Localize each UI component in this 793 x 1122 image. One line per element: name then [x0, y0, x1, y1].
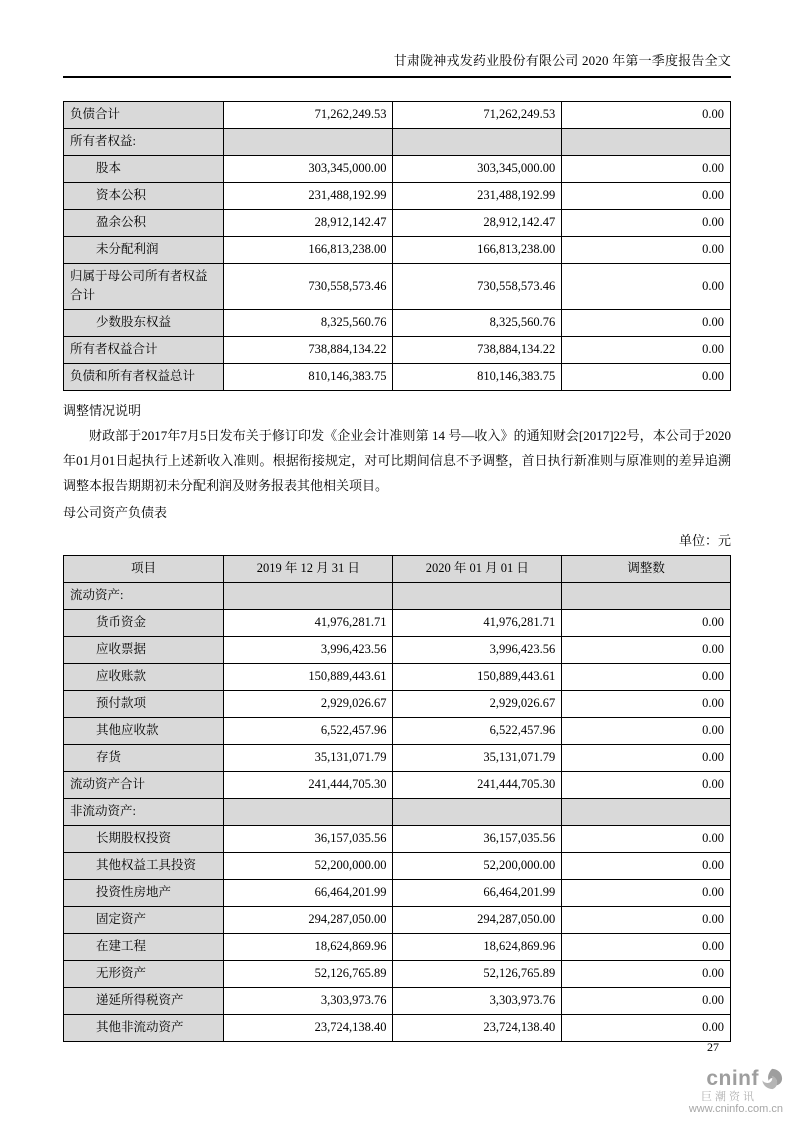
value-cell: 0.00: [562, 663, 731, 690]
table-row: [64, 852, 731, 879]
row-label-cell: 少数股东权益: [64, 309, 224, 336]
table-row: [64, 987, 731, 1014]
cninfo-logo: [689, 1067, 783, 1116]
value-cell: 0.00: [562, 717, 731, 744]
value-cell: 2,929,026.67: [393, 690, 562, 717]
value-cell: 3,303,973.76: [393, 987, 562, 1014]
cninfo-swirl-icon: [761, 1068, 783, 1090]
row-label-cell: 应收账款: [64, 663, 224, 690]
value-cell: 810,146,383.75: [393, 363, 562, 390]
row-label-cell: 递延所得税资产: [64, 987, 224, 1014]
cninfo-logo-text: cninf: [706, 1066, 759, 1090]
table-row: [64, 636, 731, 663]
value-cell: 66,464,201.99: [393, 879, 562, 906]
value-cell: 28,912,142.47: [393, 210, 562, 237]
row-label-cell: 资本公积: [64, 183, 224, 210]
value-cell: 66,464,201.99: [224, 879, 393, 906]
value-cell: [562, 129, 731, 156]
value-cell: 41,976,281.71: [224, 609, 393, 636]
value-cell: 28,912,142.47: [224, 210, 393, 237]
value-cell: 41,976,281.71: [393, 609, 562, 636]
table-row: [64, 309, 731, 336]
value-cell: 18,624,869.96: [393, 933, 562, 960]
row-label-cell: 盈余公积: [64, 210, 224, 237]
value-cell: 166,813,238.00: [224, 237, 393, 264]
value-cell: 8,325,560.76: [393, 309, 562, 336]
value-cell: 0.00: [562, 102, 731, 129]
value-cell: 2,929,026.67: [224, 690, 393, 717]
row-label-cell: 其他应收款: [64, 717, 224, 744]
row-label-cell: 无形资产: [64, 960, 224, 987]
value-cell: 166,813,238.00: [393, 237, 562, 264]
row-label-cell: 非流动资产:: [64, 798, 224, 825]
value-cell: 0.00: [562, 771, 731, 798]
value-cell: 6,522,457.96: [224, 717, 393, 744]
value-cell: 294,287,050.00: [224, 906, 393, 933]
adjustment-note-title: 调整情况说明: [63, 402, 142, 418]
value-cell: 0.00: [562, 183, 731, 210]
table-row: [64, 363, 731, 390]
value-cell: 0.00: [562, 363, 731, 390]
value-cell: 294,287,050.00: [393, 906, 562, 933]
value-cell: 23,724,138.40: [393, 1014, 562, 1041]
value-cell: 36,157,035.56: [224, 825, 393, 852]
value-cell: 0.00: [562, 960, 731, 987]
parent-balance-sheet-table: [63, 555, 731, 1042]
value-cell: 0.00: [562, 744, 731, 771]
value-cell: 3,303,973.76: [224, 987, 393, 1014]
value-cell: 150,889,443.61: [224, 663, 393, 690]
table-row: [64, 744, 731, 771]
value-cell: 303,345,000.00: [393, 156, 562, 183]
adjustment-note-paragraph: 财政部于2017年7月5日发布关于修订印发《企业会计准则第 14 号—收入》的通知财会[2017]22号，本公司于2020年01月01日起执行上述新收入准则。根据衔接规定，对可比期间信息不予调整，首日执行新准则与原准则的差异追溯调整本报告期期初未分配利润及财务报表其他相关项目。: [63, 427, 731, 493]
row-label-cell: 预付款项: [64, 690, 224, 717]
parent-balance-sheet-title: 母公司资产负债表: [63, 504, 168, 520]
table-row: [64, 156, 731, 183]
value-cell: 6,522,457.96: [393, 717, 562, 744]
row-label-cell: 固定资产: [64, 906, 224, 933]
table-row: [64, 717, 731, 744]
equity-continuation-table: [63, 101, 731, 391]
value-cell: 0.00: [562, 1014, 731, 1041]
table-row: [64, 906, 731, 933]
value-cell: 0.00: [562, 264, 731, 310]
value-cell: 3,996,423.56: [224, 636, 393, 663]
row-label-cell: 货币资金: [64, 609, 224, 636]
column-header: 2020 年 01 月 01 日: [393, 555, 562, 582]
value-cell: 0.00: [562, 309, 731, 336]
value-cell: 0.00: [562, 609, 731, 636]
row-label-cell: 所有者权益合计: [64, 336, 224, 363]
value-cell: 0.00: [562, 156, 731, 183]
value-cell: 231,488,192.99: [393, 183, 562, 210]
value-cell: [224, 129, 393, 156]
value-cell: 231,488,192.99: [224, 183, 393, 210]
row-label-cell: 股本: [64, 156, 224, 183]
page-number: 27: [707, 1040, 719, 1054]
table-row: [64, 210, 731, 237]
value-cell: 0.00: [562, 879, 731, 906]
table-row: [64, 690, 731, 717]
value-cell: 0.00: [562, 210, 731, 237]
value-cell: 0.00: [562, 852, 731, 879]
table-row: [64, 933, 731, 960]
table-row: [64, 879, 731, 906]
page-content: [63, 0, 731, 1042]
table-header-row: [64, 555, 731, 582]
value-cell: 0.00: [562, 933, 731, 960]
value-cell: [393, 129, 562, 156]
cninfo-cn-name: 巨潮资讯: [701, 1090, 757, 1103]
value-cell: 52,126,765.89: [393, 960, 562, 987]
table-row: [64, 771, 731, 798]
value-cell: 52,200,000.00: [224, 852, 393, 879]
row-label-cell: 长期股权投资: [64, 825, 224, 852]
row-label-cell: 其他非流动资产: [64, 1014, 224, 1041]
cninfo-url: www.cninfo.com.cn: [688, 1103, 783, 1116]
table-row: [64, 264, 731, 310]
table-row: [64, 336, 731, 363]
table-row: [64, 609, 731, 636]
row-label-cell: 负债合计: [64, 102, 224, 129]
column-header: 调整数: [562, 555, 731, 582]
row-label-cell: 负债和所有者权益总计: [64, 363, 224, 390]
value-cell: 36,157,035.56: [393, 825, 562, 852]
value-cell: [393, 798, 562, 825]
row-label-cell: 应收票据: [64, 636, 224, 663]
table-row: [64, 102, 731, 129]
value-cell: [224, 582, 393, 609]
value-cell: 0.00: [562, 690, 731, 717]
value-cell: 303,345,000.00: [224, 156, 393, 183]
row-label-cell: 流动资产:: [64, 582, 224, 609]
value-cell: 241,444,705.30: [224, 771, 393, 798]
value-cell: [562, 798, 731, 825]
table-row: [64, 798, 731, 825]
table-row: [64, 1014, 731, 1041]
row-label-cell: 归属于母公司所有者权益合计: [64, 264, 224, 310]
value-cell: 150,889,443.61: [393, 663, 562, 690]
value-cell: 241,444,705.30: [393, 771, 562, 798]
value-cell: 3,996,423.56: [393, 636, 562, 663]
value-cell: 810,146,383.75: [224, 363, 393, 390]
column-header: 项目: [64, 555, 224, 582]
row-label-cell: 所有者权益:: [64, 129, 224, 156]
value-cell: 18,624,869.96: [224, 933, 393, 960]
value-cell: 35,131,071.79: [393, 744, 562, 771]
row-label-cell: 存货: [64, 744, 224, 771]
row-label-cell: 在建工程: [64, 933, 224, 960]
table-row: [64, 183, 731, 210]
value-cell: [393, 582, 562, 609]
value-cell: 0.00: [562, 987, 731, 1014]
value-cell: 0.00: [562, 825, 731, 852]
value-cell: 738,884,134.22: [393, 336, 562, 363]
unit-label: 单位：元: [678, 532, 731, 548]
row-label-cell: 投资性房地产: [64, 879, 224, 906]
value-cell: 0.00: [562, 237, 731, 264]
table-row: [64, 960, 731, 987]
value-cell: 71,262,249.53: [393, 102, 562, 129]
value-cell: 0.00: [562, 636, 731, 663]
row-label-cell: 流动资产合计: [64, 771, 224, 798]
table-row: [64, 825, 731, 852]
report-header-title: 甘肃陇神戎发药业股份有限公司 2020 年第一季度报告全文: [63, 0, 731, 78]
value-cell: 738,884,134.22: [224, 336, 393, 363]
row-label-cell: 未分配利润: [64, 237, 224, 264]
value-cell: 730,558,573.46: [224, 264, 393, 310]
row-label-cell: 其他权益工具投资: [64, 852, 224, 879]
value-cell: 35,131,071.79: [224, 744, 393, 771]
table-row: [64, 663, 731, 690]
value-cell: 0.00: [562, 906, 731, 933]
table-row: [64, 237, 731, 264]
value-cell: 8,325,560.76: [224, 309, 393, 336]
cninfo-brand-row: [689, 1067, 783, 1091]
value-cell: [224, 798, 393, 825]
value-cell: 52,126,765.89: [224, 960, 393, 987]
value-cell: 52,200,000.00: [393, 852, 562, 879]
value-cell: 0.00: [562, 336, 731, 363]
value-cell: [562, 582, 731, 609]
table-row: [64, 582, 731, 609]
value-cell: 23,724,138.40: [224, 1014, 393, 1041]
value-cell: 730,558,573.46: [393, 264, 562, 310]
column-header: 2019 年 12 月 31 日: [224, 555, 393, 582]
table-row: [64, 129, 731, 156]
value-cell: 71,262,249.53: [224, 102, 393, 129]
